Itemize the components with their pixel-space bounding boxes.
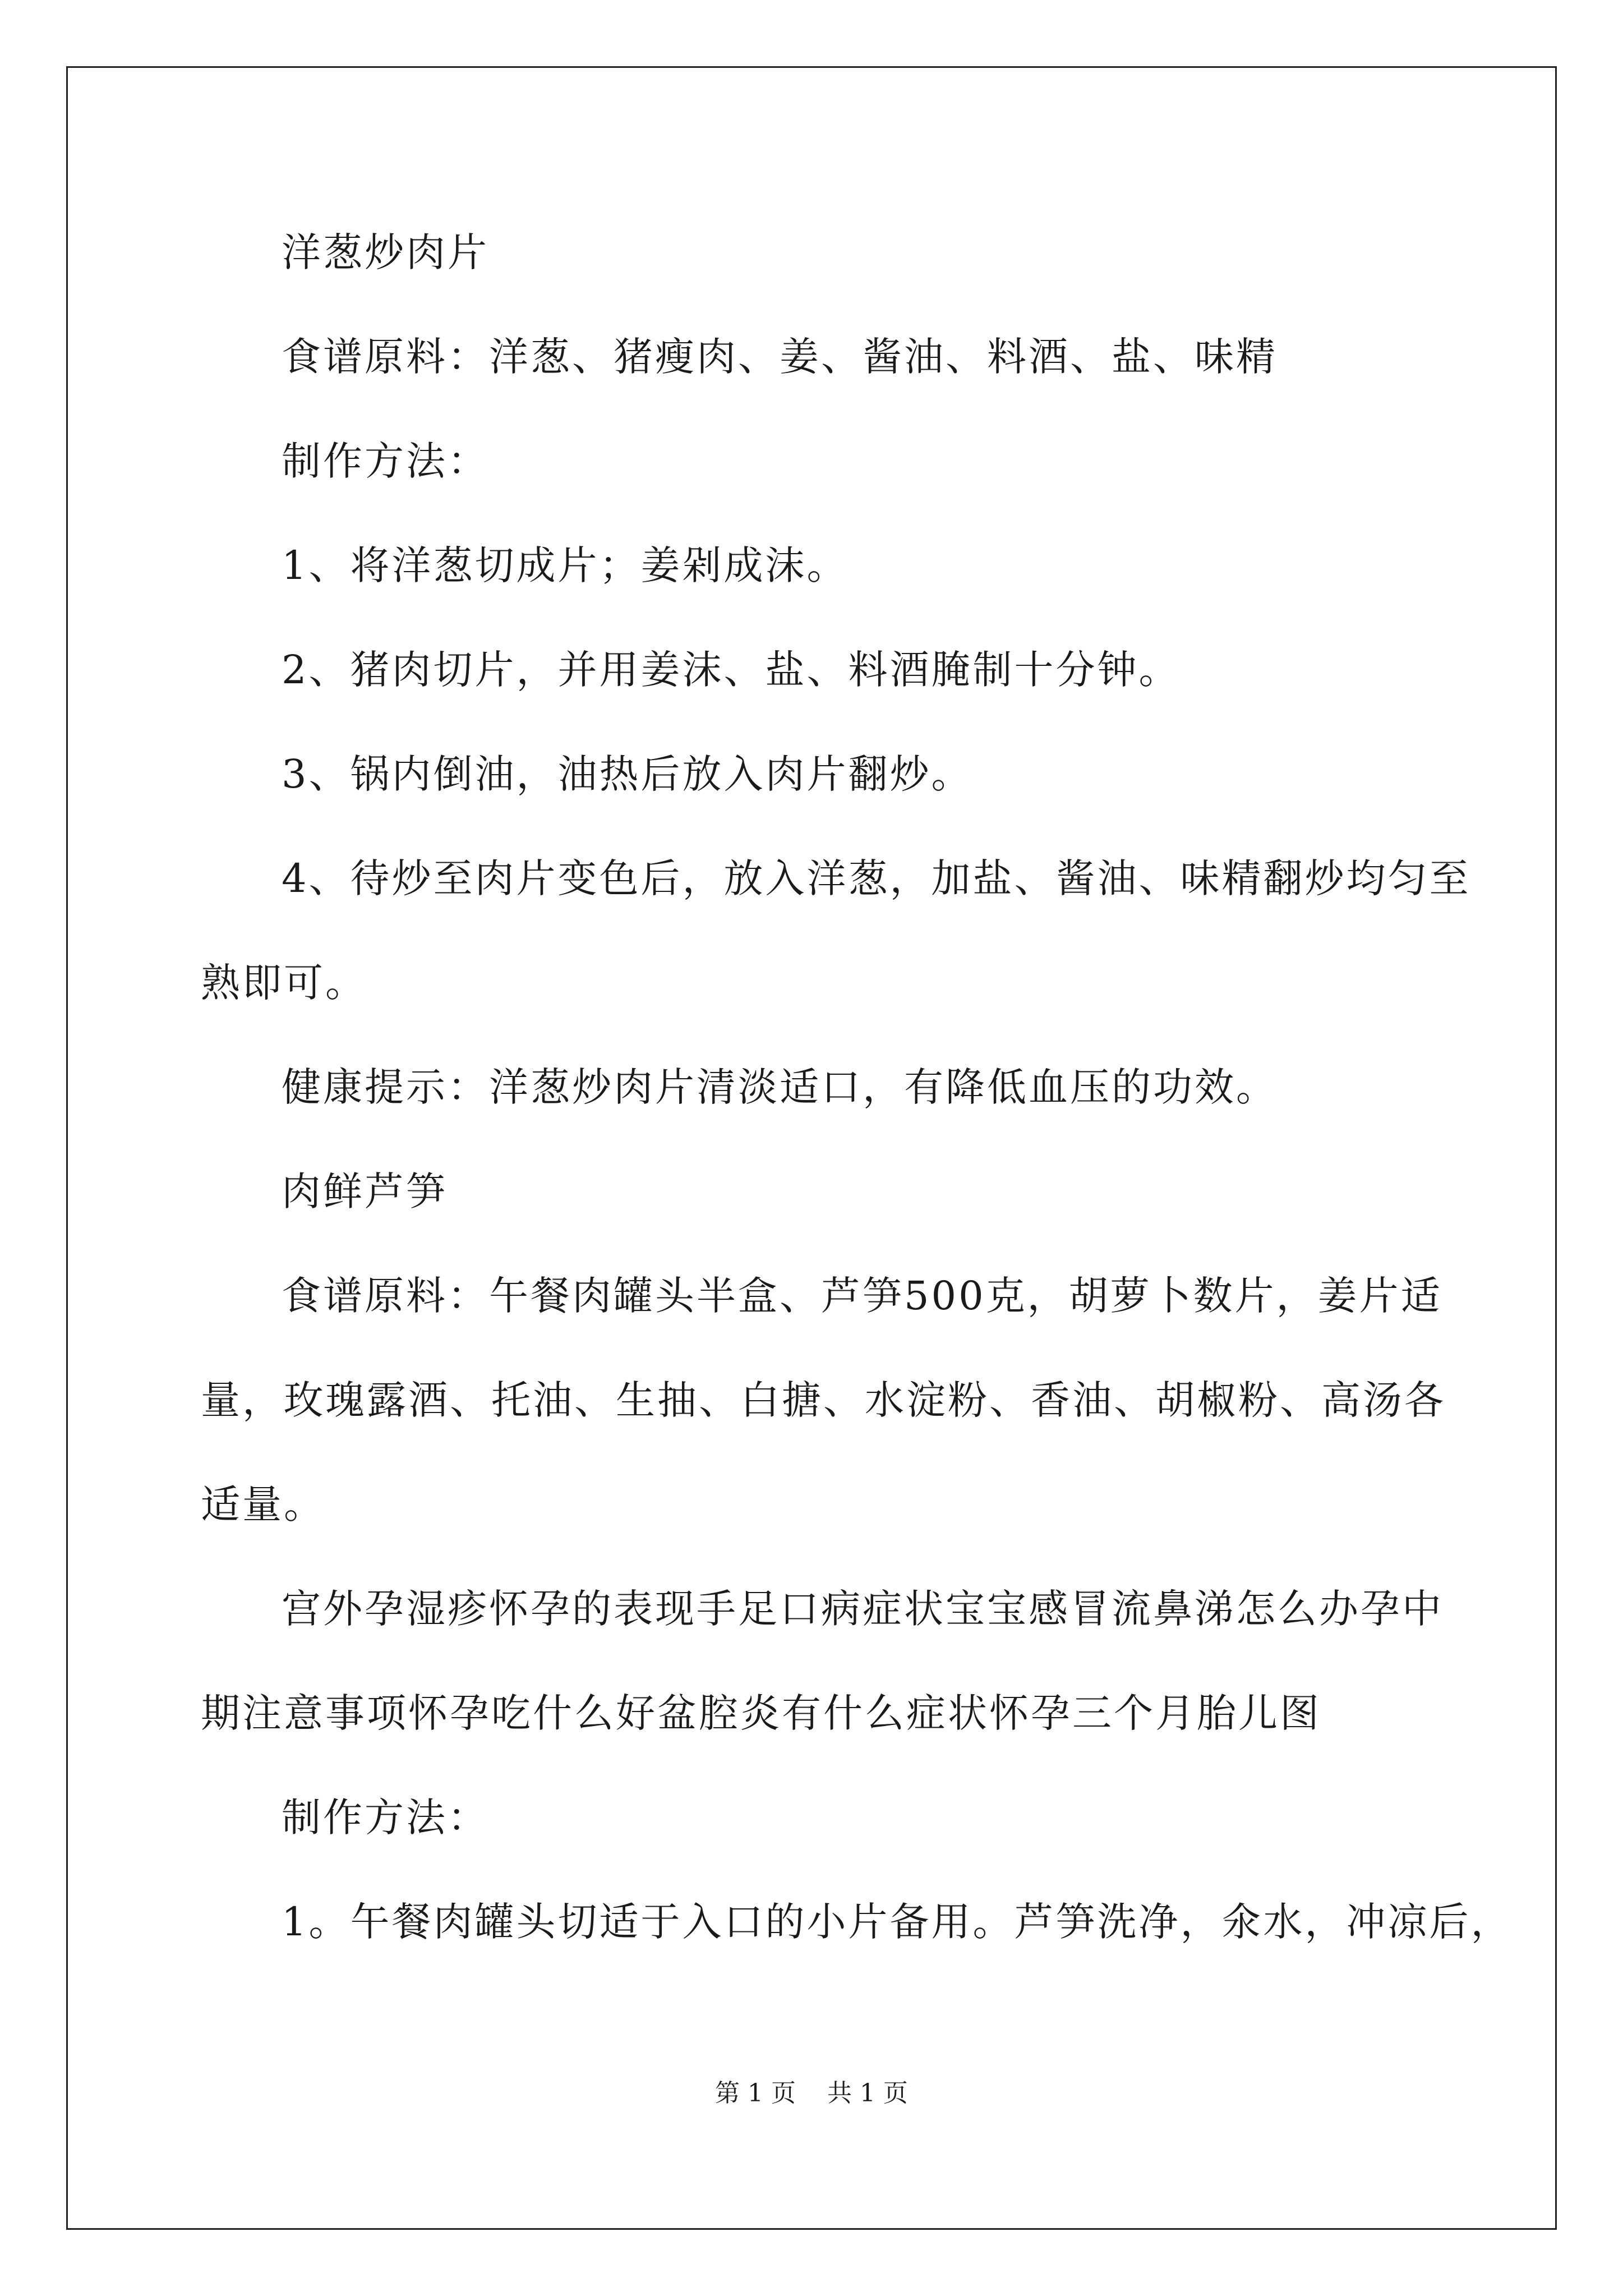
paragraph-step-1b: 1。午餐肉罐头切适于入口的小片备用。芦笋洗净，氽水，冲凉后， [282,1899,1513,1945]
recipe-title-onion-pork: 洋葱炒肉片 [282,229,489,275]
paragraph-ingredients-2-end: 适量。 [201,1481,325,1527]
recipe-title-asparagus: 肉鲜芦笋 [282,1168,448,1214]
paragraph-keywords-cont: 期注意事项怀孕吃什么好盆腔炎有什么症状怀孕三个月胎儿图 [201,1690,1321,1736]
paragraph-step-2: 2、猪肉切片，并用姜沫、盐、料酒腌制十分钟。 [282,647,1181,693]
page-footer: 第 1 页 共 1 页 [715,2079,908,2108]
paragraph-ingredients-2-cont: 量，玫瑰露酒、托油、生抽、白搪、水淀粉、香油、胡椒粉、高汤各 [201,1377,1446,1423]
paragraph-ingredients-1: 食谱原料：洋葱、猪瘦肉、姜、酱油、料酒、盐、味精 [282,334,1278,380]
paragraph-step-3: 3、锅内倒油，油热后放入肉片翻炒。 [282,751,973,797]
paragraph-step-4-cont: 熟即可。 [201,960,367,1006]
paragraph-step-4: 4、待炒至肉片变色后，放入洋葱，加盐、酱油、味精翻炒均匀至 [282,855,1471,901]
paragraph-ingredients-2: 食谱原料：午餐肉罐头半盒、芦笋500克，胡萝卜数片，姜片适 [282,1273,1442,1319]
paragraph-method-heading-2: 制作方法： [282,1795,489,1841]
paragraph-keywords: 宫外孕湿疹怀孕的表现手足口病症状宝宝感冒流鼻涕怎么办孕中 [282,1586,1444,1632]
paragraph-health-tip: 健康提示：洋葱炒肉片清淡适口，有降低血压的功效。 [282,1064,1278,1110]
paragraph-step-1: 1、将洋葱切成片；姜剁成沫。 [282,542,849,588]
paragraph-method-heading-1: 制作方法： [282,438,489,484]
